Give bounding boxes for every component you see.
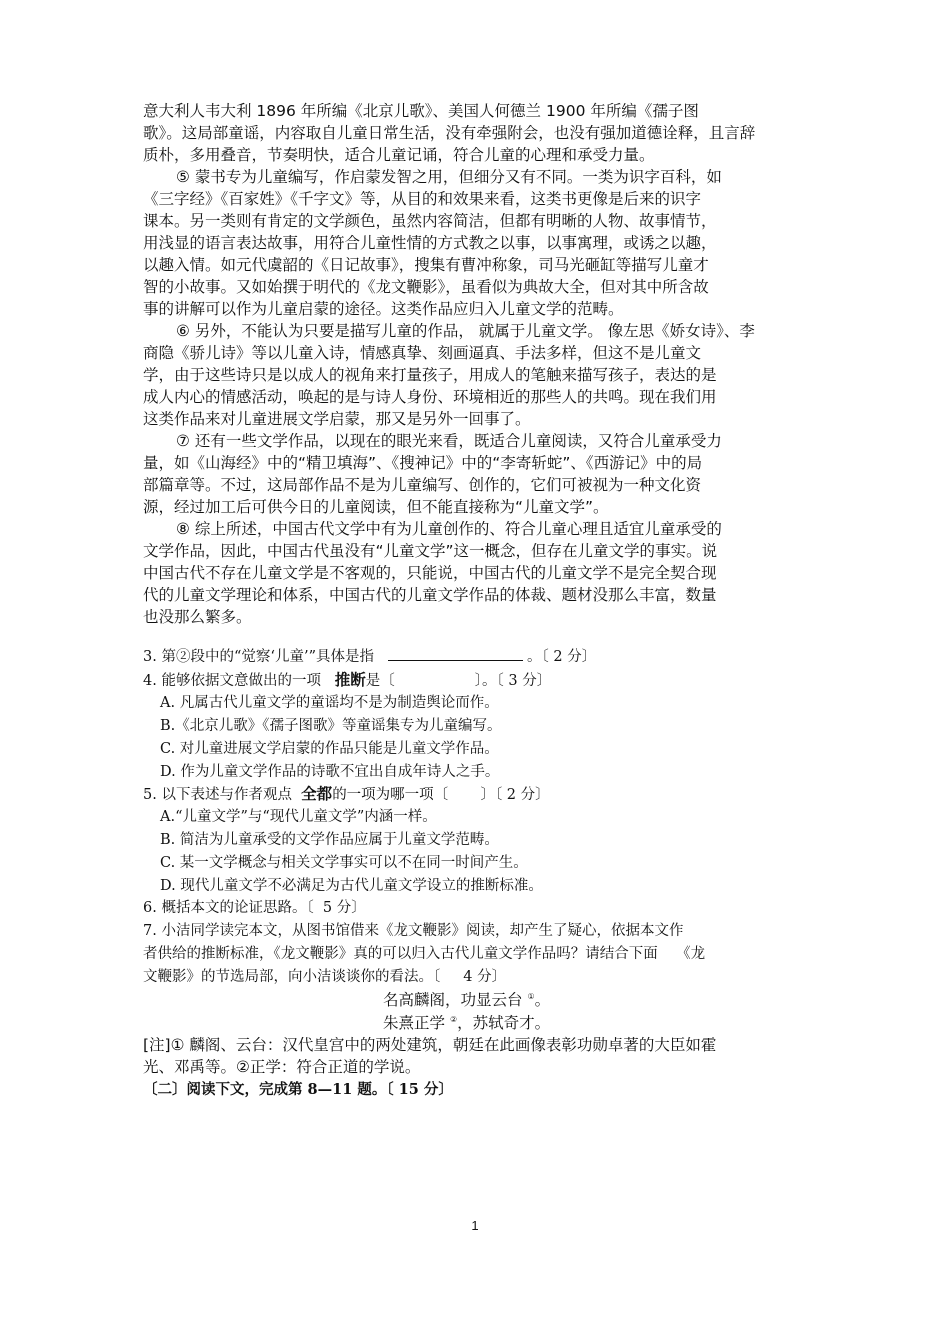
question-7-line: 者供给的推断标准，《龙文鞭影》真的可以归入古代儿童文学作品吗？请结合下面 《龙 — [143, 946, 706, 962]
note-line: 光、邓禹等。②正学：符合正道的学说。 — [143, 1058, 421, 1076]
passage-line: 课本。另一类则有肯定的文学颜色，虽然内容简洁，但都有明晰的人物、故事情节， — [143, 212, 717, 230]
q5-option-a: A.“儿童文学”与“现代儿童文学”内涵一样。 — [160, 809, 437, 825]
passage-line: 中国古代不存在儿童文学是不客观的，只能说，中国古代的儿童文学不是完全契合现 — [143, 564, 717, 582]
paragraph-8-start: ⑧ 综上所述，中国古代文学中有为儿童创作的、符合儿童心理且适宜儿童承受的 — [176, 520, 722, 538]
q4-option-b: B.《北京儿歌》《孺子图歌》等童谣集专为儿童编写。 — [160, 718, 502, 734]
paragraph-5-start: ⑤ 蒙书专为儿童编写，作启蒙发智之用，但细分又有不同。一类为识字百科，如 — [176, 168, 722, 186]
passage-line: 代的儿童文学理论和体系，中国古代的儿童文学作品的体裁、题材没那么丰富，数量 — [143, 586, 717, 604]
question-7-line: 文鞭影》的节选局部，向小洁谈谈你的看法。〔 4 分〕 — [143, 969, 507, 985]
question-3: 3. 第②段中的“觉察‘儿童’”具体是指 。〔 2 分〕 — [143, 646, 596, 669]
passage-line: 用浅显的语言表达故事，用符合儿童性情的方式教之以事，以事寓理，或诱之以趣， — [143, 234, 717, 252]
excerpt-line-2: 朱熹正学 ②，苏轼奇才。 — [383, 1014, 551, 1032]
passage-line: 这类作品来对儿童进展文学启蒙，那又是另外一回事了。 — [143, 410, 531, 428]
passage-line: 意大利人韦大利 1896 年所编《北京儿歌》、美国人何德兰 1900 年所编《孺子图 — [143, 102, 699, 120]
passage-line: 学，由于这些诗只是以成人的视角来打量孩子，用成人的笔触来描写孩子，表达的是 — [143, 366, 717, 384]
page-number: 1 — [471, 1218, 479, 1233]
passage-line: 部篇章等。不过，这局部作品不是为儿童编写、创作的，它们可被视为一种文化资 — [143, 476, 702, 494]
passage-line: 源，经过加工后可供今日的儿童阅读，但不能直接称为“儿童文学”。 — [143, 498, 609, 516]
question-4: 4. 能够依据文意做出的一项 推断是〔 〕。〔 3 分〕 — [143, 671, 552, 689]
question-6: 6. 概括本文的论证思路。〔 5 分〕 — [143, 900, 366, 916]
paragraph-6-start: ⑥ 另外，不能认为只要是描写儿童的作品， 就属于儿童文学。 像左思《娇女诗》、李 — [176, 322, 755, 340]
question-5: 5. 以下表述与作者观点 全都的一项为哪一项〔 〕〔 2 分〕 — [143, 785, 550, 803]
passage-line: 也没那么繁多。 — [143, 608, 252, 626]
passage-line: 《三字经》《百家姓》《千字文》等，从目的和效果来看，这类书更像是后来的识字 — [143, 190, 702, 208]
q4-option-a: A. 凡属古代儿童文学的童谣均不是为制造舆论而作。 — [160, 695, 499, 711]
q4-option-d: D. 作为儿童文学作品的诗歌不宜出自成年诗人之手。 — [160, 764, 500, 780]
passage-line: 事的讲解可以作为儿童启蒙的途径。这类作品应归入儿童文学的范畴。 — [143, 300, 624, 318]
excerpt-line-1: 名高麟阁，功显云台 ①。 — [383, 991, 551, 1009]
q5-option-b: B. 简洁为儿童承受的文学作品应属于儿童文学范畴。 — [160, 832, 499, 848]
passage-line: 智的小故事。又如始撰于明代的《龙文鞭影》，虽看似为典故大全，但对其中所含故 — [143, 278, 709, 296]
passage-line: 成人内心的情感活动，唤起的是与诗人身份、环境相近的那些人的共鸣。现在我们用 — [143, 388, 717, 406]
paragraph-7-start: ⑦ 还有一些文学作品，以现在的眼光来看，既适合儿童阅读，又符合儿童承受力 — [176, 432, 722, 450]
passage-line: 文学作品，因此，中国古代虽没有“儿童文学”这一概念，但存在儿童文学的事实。说 — [143, 542, 718, 560]
q5-option-c: C. 某一文学概念与相关文学事实可以不在同一时间产生。 — [160, 855, 528, 871]
passage-line: 商隐《骄儿诗》等以儿童入诗，情感真挚、刻画逼真、手法多样，但这不是儿童文 — [143, 344, 702, 362]
q5-option-d: D. 现代儿童文学不必满足为古代儿童文学设立的推断标准。 — [160, 878, 543, 894]
answer-blank[interactable] — [388, 646, 523, 661]
passage-line: 以趣入情。如元代虞韶的《日记故事》，搜集有曹冲称象，司马光砸缸等描写儿童才 — [143, 256, 709, 274]
passage-line: 质朴，多用叠音，节奏明快，适合儿童记诵，符合儿童的心理和承受力量。 — [143, 146, 655, 164]
passage-line: 歌》。这局部童谣，内容取自儿童日常生活，没有牵强附会，也没有强加道德诠释，且言辞 — [143, 124, 756, 142]
passage-line: 量，如《山海经》中的“精卫填海”、《搜神记》中的“李寄斩蛇”、《西游记》中的局 — [143, 454, 703, 472]
note-line: [注]① 麟阁、云台：汉代皇宫中的两处建筑，朝廷在此画像表彰功勋卓著的大臣如霍 — [143, 1036, 717, 1054]
section-heading: 〔二〕阅读下文，完成第 8—11 题。〔 15 分〕 — [143, 1081, 453, 1098]
q4-option-c: C. 对儿童进展文学启蒙的作品只能是儿童文学作品。 — [160, 741, 499, 757]
question-7-line: 7. 小洁同学读完本文，从图书馆借来《龙文鞭影》阅读，却产生了疑心，依据本文作 — [143, 923, 684, 939]
